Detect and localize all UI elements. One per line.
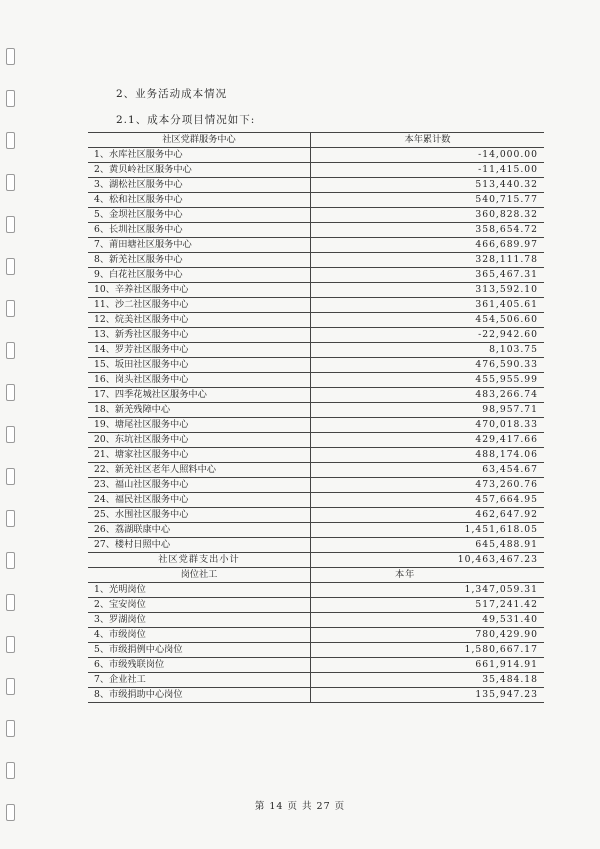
row-name: 6、长圳社区服务中心 — [88, 223, 311, 238]
subsection-heading: 2.1、成本分项目情况如下: — [116, 114, 256, 126]
row-name: 10、辛养社区服务中心 — [88, 283, 311, 298]
header-left: 社区党群服务中心 — [88, 133, 311, 148]
row-value: 470,018.33 — [311, 418, 545, 433]
table-row — [88, 253, 544, 268]
row-value: 661,914.91 — [311, 658, 545, 673]
row-value: 454,506.60 — [311, 313, 545, 328]
row-value: 49,531.40 — [311, 613, 545, 628]
cost-table — [88, 132, 544, 703]
table-row — [88, 358, 544, 373]
row-value: 360,828.32 — [311, 208, 545, 223]
row-name: 8、市级捐助中心岗位 — [88, 688, 311, 703]
row-value: 540,715.77 — [311, 193, 545, 208]
table-row — [88, 343, 544, 358]
row-name: 1、光明岗位 — [88, 583, 311, 598]
row-name: 18、新羌残障中心 — [88, 403, 311, 418]
row-name: 5、市级捐例中心岗位 — [88, 643, 311, 658]
table-row — [88, 238, 544, 253]
row-name: 2、黄贝岭社区服务中心 — [88, 163, 311, 178]
table-row — [88, 148, 544, 163]
binder-holes — [6, 0, 20, 849]
row-name: 2、宝安岗位 — [88, 598, 311, 613]
row-name: 1、水库社区服务中心 — [88, 148, 311, 163]
table-row — [88, 373, 544, 388]
table-row — [88, 583, 544, 598]
row-value: -11,415.00 — [311, 163, 545, 178]
row-name: 8、新羌社区服务中心 — [88, 253, 311, 268]
row-value: 473,260.76 — [311, 478, 545, 493]
row-name: 20、东坑社区服务中心 — [88, 433, 311, 448]
table-row — [88, 613, 544, 628]
row-name: 21、塘家社区服务中心 — [88, 448, 311, 463]
row-value: 476,590.33 — [311, 358, 545, 373]
table-row — [88, 433, 544, 448]
row-value: 35,484.18 — [311, 673, 545, 688]
row-name: 5、金坝社区服务中心 — [88, 208, 311, 223]
row-value: 457,664.95 — [311, 493, 545, 508]
row-name: 4、松和社区服务中心 — [88, 193, 311, 208]
row-value: 1,580,667.17 — [311, 643, 545, 658]
row-name: 26、荔湖联康中心 — [88, 523, 311, 538]
row-value: 1,347,059.31 — [311, 583, 545, 598]
table-row — [88, 628, 544, 643]
header-right: 本年累计数 — [311, 133, 545, 148]
row-value: 63,454.67 — [311, 463, 545, 478]
subtotal-row — [88, 553, 544, 568]
row-value: 466,689.97 — [311, 238, 545, 253]
table-row — [88, 673, 544, 688]
table-row — [88, 418, 544, 433]
table-row — [88, 508, 544, 523]
table-row — [88, 448, 544, 463]
row-name: 4、市级岗位 — [88, 628, 311, 643]
header2-left: 岗位社工 — [88, 568, 311, 583]
row-name: 6、市级残联岗位 — [88, 658, 311, 673]
table-row — [88, 388, 544, 403]
table-row — [88, 403, 544, 418]
row-value: 313,592.10 — [311, 283, 545, 298]
row-name: 13、新秀社区服务中心 — [88, 328, 311, 343]
row-value: 365,467.31 — [311, 268, 545, 283]
page-footer: 第 14 页 共 27 页 — [254, 801, 346, 812]
subtotal-value: 10,463,467.23 — [311, 553, 545, 568]
row-name: 9、白花社区服务中心 — [88, 268, 311, 283]
table-row — [88, 643, 544, 658]
row-value: 488,174.06 — [311, 448, 545, 463]
table-row — [88, 283, 544, 298]
subtotal-label: 社区党群支出小计 — [88, 553, 311, 568]
table-row — [88, 493, 544, 508]
row-name: 7、莆田塘社区服务中心 — [88, 238, 311, 253]
row-value: 513,440.32 — [311, 178, 545, 193]
row-value: 8,103.75 — [311, 343, 545, 358]
row-name: 3、湖松社区服务中心 — [88, 178, 311, 193]
table-row — [88, 178, 544, 193]
table-header-row — [88, 133, 544, 148]
row-value: 483,266.74 — [311, 388, 545, 403]
row-value: 135,947.23 — [311, 688, 545, 703]
section-heading: 2、业务活动成本情况 — [116, 88, 228, 100]
table-row — [88, 598, 544, 613]
row-name: 16、岗头社区服务中心 — [88, 373, 311, 388]
table-row — [88, 298, 544, 313]
row-name: 12、烷美社区服务中心 — [88, 313, 311, 328]
row-value: 462,647.92 — [311, 508, 545, 523]
row-name: 7、企业社工 — [88, 673, 311, 688]
row-value: 358,654.72 — [311, 223, 545, 238]
row-value: -22,942.60 — [311, 328, 545, 343]
row-name: 3、罗湖岗位 — [88, 613, 311, 628]
row-name: 17、四季花城社区服务中心 — [88, 388, 311, 403]
table-row — [88, 658, 544, 673]
table-row — [88, 523, 544, 538]
row-name: 11、沙二社区服务中心 — [88, 298, 311, 313]
row-name: 19、塘尾社区服务中心 — [88, 418, 311, 433]
row-value: -14,000.00 — [311, 148, 545, 163]
table-row — [88, 193, 544, 208]
table-row — [88, 463, 544, 478]
row-name: 22、新羌社区老年人照料中心 — [88, 463, 311, 478]
table-row — [88, 688, 544, 703]
row-name: 23、福山社区服务中心 — [88, 478, 311, 493]
row-name: 14、罗芳社区服务中心 — [88, 343, 311, 358]
table-row — [88, 538, 544, 553]
row-value: 517,241.42 — [311, 598, 545, 613]
table-header-row-2 — [88, 568, 544, 583]
row-name: 15、坂田社区服务中心 — [88, 358, 311, 373]
table-row — [88, 268, 544, 283]
row-value: 780,429.90 — [311, 628, 545, 643]
table-row — [88, 223, 544, 238]
row-name: 27、楼村日照中心 — [88, 538, 311, 553]
row-value: 455,955.99 — [311, 373, 545, 388]
table-row — [88, 313, 544, 328]
row-value: 429,417.66 — [311, 433, 545, 448]
row-value: 361,405.61 — [311, 298, 545, 313]
row-name: 24、福民社区服务中心 — [88, 493, 311, 508]
row-value: 1,451,618.05 — [311, 523, 545, 538]
row-value: 645,488.91 — [311, 538, 545, 553]
table-row — [88, 478, 544, 493]
row-name: 25、水围社区服务中心 — [88, 508, 311, 523]
header2-right: 本年 — [311, 568, 545, 583]
row-value: 98,957.71 — [311, 403, 545, 418]
row-value: 328,111.78 — [311, 253, 545, 268]
table-row — [88, 163, 544, 178]
table-row — [88, 328, 544, 343]
table-row — [88, 208, 544, 223]
